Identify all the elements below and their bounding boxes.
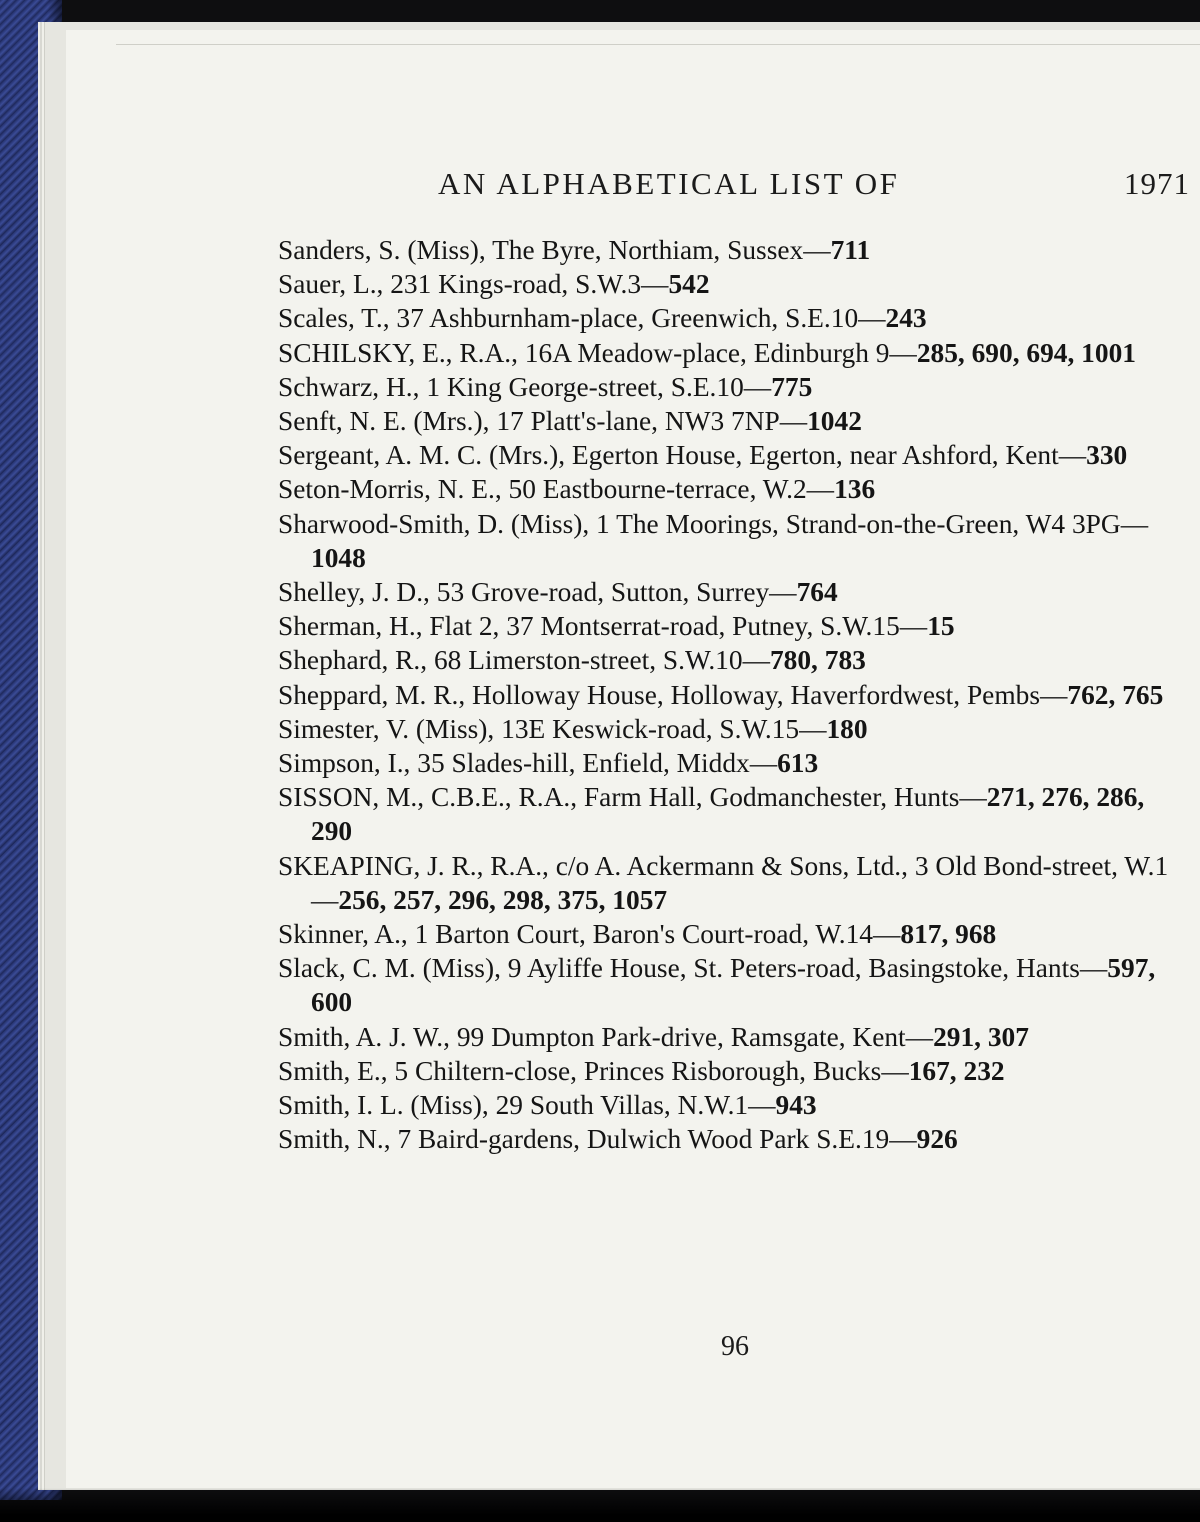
entry-text: Senft, N. E. (Mrs.), 17 Platt's-lane, NW3 7NP— (278, 406, 808, 437)
entry-numbers: 943 (775, 1090, 817, 1121)
entry-text: Slack, C. M. (Miss), 9 Ayliffe House, St. Peters-road, Basingstoke, Hants— (278, 953, 1108, 984)
list-item (278, 712, 1190, 746)
list-item (278, 780, 1190, 848)
list-item (278, 746, 1190, 780)
running-head (438, 166, 1190, 206)
entry-numbers: 271, 276, 286, 290 (311, 782, 1145, 847)
list-item (278, 917, 1190, 951)
entry-text: Smith, I. L. (Miss), 29 South Villas, N.W.1— (278, 1090, 776, 1121)
running-head-year: 1971 (1124, 166, 1190, 201)
entry-numbers: 330 (1086, 440, 1128, 471)
entry-numbers: 256, 257, 296, 298, 375, 1057 (338, 884, 668, 915)
entry-text: Sergeant, A. M. C. (Mrs.), Egerton House, Egerton, near Ashford, Kent— (278, 440, 1087, 471)
list-item (278, 609, 1190, 643)
list-item (278, 1020, 1190, 1054)
entry-text: Smith, E., 5 Chiltern-close, Princes Risborough, Bucks— (278, 1055, 909, 1086)
list-item (278, 267, 1190, 301)
entry-numbers: 762, 765 (1067, 679, 1164, 710)
list-item (278, 678, 1190, 712)
entry-text: Simpson, I., 35 Slades-hill, Enfield, Middx— (278, 748, 778, 779)
entry-numbers: 764 (796, 577, 838, 608)
entry-text: Shephard, R., 68 Limerston-street, S.W.10— (278, 645, 770, 676)
list-item (278, 472, 1190, 506)
entry-numbers: 1042 (807, 406, 862, 437)
entry-list (278, 233, 1190, 1156)
entry-text: Sanders, S. (Miss), The Byre, Northiam, Sussex— (278, 235, 831, 265)
entry-text: Simester, V. (Miss), 13E Keswick-road, S.W.15— (278, 713, 827, 744)
running-head-title: AN ALPHABETICAL LIST OF (438, 166, 900, 201)
entry-text: Sherman, H., Flat 2, 37 Montserrat-road, Putney, S.W.15— (278, 611, 928, 642)
entry-numbers: 180 (826, 713, 868, 744)
bottom-shadow (0, 1488, 1200, 1522)
entry-numbers: 243 (885, 303, 927, 334)
entry-numbers: 817, 968 (900, 919, 997, 950)
list-item (278, 1054, 1190, 1088)
entry-numbers: 1048 (311, 542, 366, 573)
entry-text: Sheppard, M. R., Holloway House, Holloway, Haverfordwest, Pembs— (278, 679, 1068, 710)
list-item (278, 575, 1190, 609)
entry-numbers: 542 (668, 269, 710, 300)
list-item (278, 1122, 1190, 1156)
entry-text: Seton-Morris, N. E., 50 Eastbourne-terrace, W.2— (278, 474, 835, 505)
list-item (278, 643, 1190, 677)
entry-numbers: 711 (830, 235, 871, 265)
entry-text: Smith, A. J. W., 99 Dumpton Park-drive, Ramsgate, Kent— (278, 1021, 934, 1052)
entry-numbers: 136 (834, 474, 876, 505)
entry-numbers: 15 (927, 611, 955, 642)
entry-numbers: 613 (777, 748, 819, 779)
entry-text: Schwarz, H., 1 King George-street, S.E.10— (278, 371, 772, 402)
entry-numbers: 775 (771, 371, 813, 402)
list-item (278, 336, 1190, 370)
entry-numbers: 285, 690, 694, 1001 (916, 337, 1136, 368)
entry-text: Smith, N., 7 Baird-gardens, Dulwich Wood Park S.E.19— (278, 1124, 917, 1155)
list-item (278, 849, 1190, 917)
page-number: 96 (721, 1331, 749, 1362)
list-item (278, 1088, 1190, 1122)
entry-text: SCHILSKY, E., R.A., 16A Meadow-place, Edinburgh 9— (278, 337, 917, 368)
entry-text: Sharwood-Smith, D. (Miss), 1 The Moorings, Strand-on-the-Green, W4 3PG— (278, 508, 1149, 539)
entry-text: Shelley, J. D., 53 Grove-road, Sutton, Surrey— (278, 577, 797, 608)
entry-text: Sauer, L., 231 Kings-road, S.W.3— (278, 269, 669, 300)
list-item (278, 438, 1190, 472)
list-item (278, 370, 1190, 404)
entry-text: SISSON, M., C.B.E., R.A., Farm Hall, Godmanchester, Hunts— (278, 782, 987, 813)
entry-text: Scales, T., 37 Ashburnham-place, Greenwich, S.E.10— (278, 303, 886, 334)
list-item (278, 233, 1190, 267)
entry-text: SKEAPING, J. R., R.A., c/o A. Ackermann & Sons, Ltd., 3 Old Bond-street, W.1— (278, 850, 1169, 915)
entry-text: Skinner, A., 1 Barton Court, Baron's Court-road, W.14— (278, 919, 901, 950)
list-item (278, 404, 1190, 438)
list-item (278, 951, 1190, 1019)
entry-numbers: 926 (916, 1124, 958, 1155)
entry-numbers: 597, 600 (311, 953, 1156, 1018)
list-item (278, 507, 1190, 575)
entry-numbers: 780, 783 (769, 645, 866, 676)
entry-numbers: 167, 232 (908, 1055, 1005, 1086)
entry-numbers: 291, 307 (933, 1021, 1029, 1052)
list-item (278, 301, 1190, 335)
